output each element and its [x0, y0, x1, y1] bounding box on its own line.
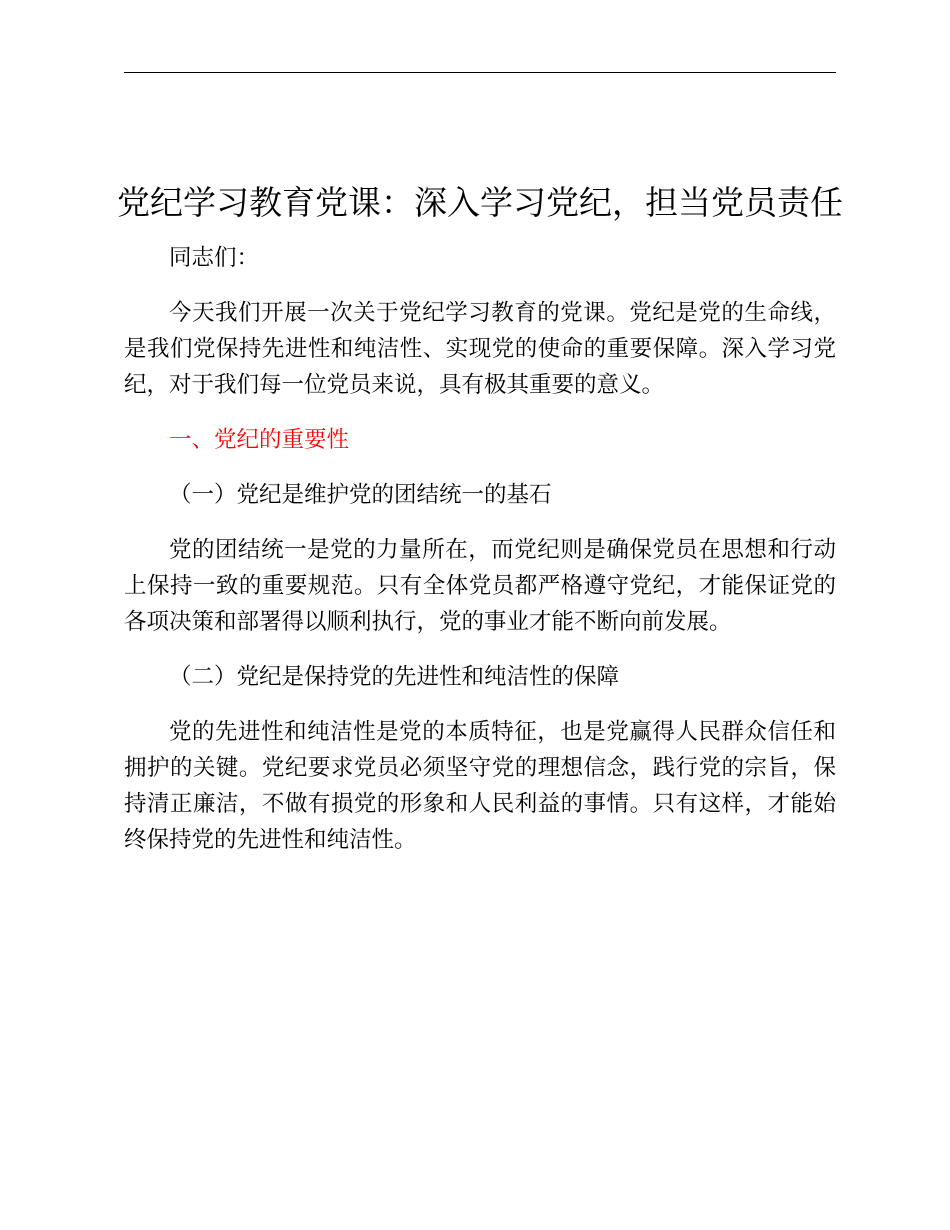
- subsection-body-1: 党的团结统一是党的力量所在，而党纪则是确保党员在思想和行动上保持一致的重要规范。只有全体党员都严格遵守党纪，才能保证党的各项决策和部署得以顺利执行，党的事业才能不断向前发展。: [124, 537, 836, 635]
- salutation: 同志们：: [169, 245, 260, 271]
- subsection-body-2: 党的先进性和纯洁性是党的本质特征，也是党赢得人民群众信任和拥护的关键。党纪要求党员必须坚守党的理想信念，践行党的宗旨，保持清正廉洁，不做有损党的形象和人民利益的事情。只有这样，才能始终保持党的先进性和纯洁性。: [124, 719, 836, 853]
- document-title: 党纪学习教育党课：深入学习党纪，担当党员责任: [117, 183, 843, 222]
- intro-paragraph: 今天我们开展一次关于党纪学习教育的党课。党纪是党的生命线，是我们党保持先进性和纯洁性、实现党的使命的重要保障。深入学习党纪，对于我们每一位党员来说，具有极其重要的意义。: [124, 300, 836, 398]
- section-heading-importance: 一、党纪的重要性: [169, 427, 350, 453]
- subsection-heading-2: （二）党纪是保持党的先进性和纯洁性的保障: [169, 664, 620, 690]
- subsection-heading-1: （一）党纪是维护党的团结统一的基石: [169, 482, 552, 508]
- header-rule: [124, 72, 836, 73]
- document-body: [117, 180, 843, 877]
